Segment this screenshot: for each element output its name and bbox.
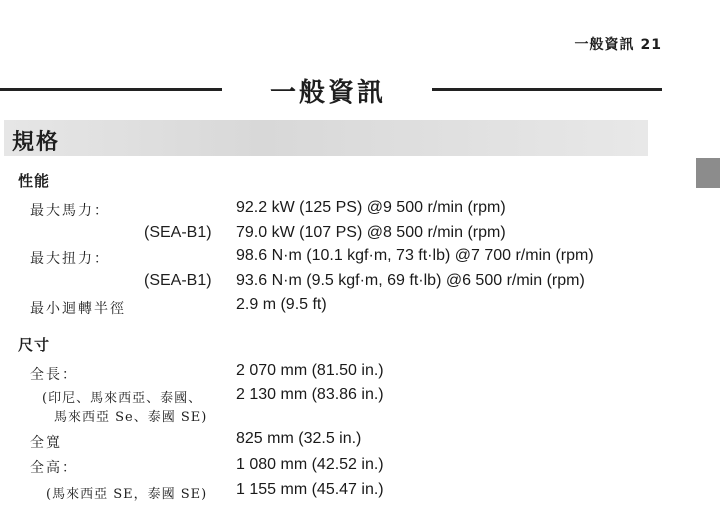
title-rule-left	[0, 88, 222, 91]
overall-height-label: 全高：	[30, 460, 78, 476]
max-torque-value: 98.6 N·m (10.1 kgf·m, 73 ft·lb) @7 700 r/min (rpm)	[236, 247, 594, 264]
turning-radius-label: 最小迴轉半徑	[30, 301, 126, 317]
max-torque-label: 最大扭力：	[30, 251, 110, 267]
max-torque-variant-value: 93.6 N·m (9.5 kgf·m, 69 ft·lb) @6 500 r/min (rpm)	[236, 272, 585, 289]
performance-heading: 性能	[18, 172, 51, 190]
page-number: 21	[640, 37, 662, 53]
max-power-value: 92.2 kW (125 PS) @9 500 r/min (rpm)	[236, 199, 506, 216]
title-rule-right	[432, 88, 662, 91]
chapter-side-tab	[696, 158, 720, 188]
section-band	[4, 120, 648, 156]
max-power-variant-value: 79.0 kW (107 PS) @8 500 r/min (rpm)	[236, 224, 506, 241]
overall-length-note-value: 2 130 mm (83.86 in.)	[236, 386, 384, 403]
chapter-title-row	[0, 70, 662, 110]
max-power-variant-label: (SEA-B1)	[144, 224, 212, 241]
max-torque-variant-label: (SEA-B1)	[144, 272, 212, 289]
overall-width-value: 825 mm (32.5 in.)	[236, 430, 362, 447]
overall-width-label: 全寬	[30, 435, 62, 451]
running-header-section: 一般資訊	[574, 37, 635, 53]
overall-height-note: (馬來西亞 SE，泰國 SE)	[46, 487, 208, 502]
overall-length-note-line2: 馬來西亞 Se、泰國 SE)	[54, 410, 208, 425]
chapter-title: 一般資訊	[269, 78, 386, 108]
overall-length-note-line1: (印尼、馬來西亞、泰國、	[42, 391, 203, 406]
overall-height-value: 1 080 mm (42.52 in.)	[236, 456, 384, 473]
overall-height-note-value: 1 155 mm (45.47 in.)	[236, 481, 384, 498]
max-power-label: 最大馬力：	[30, 203, 110, 219]
overall-length-value: 2 070 mm (81.50 in.)	[236, 362, 384, 379]
running-header	[575, 34, 662, 54]
dimensions-heading: 尺寸	[18, 336, 51, 354]
turning-radius-value: 2.9 m (9.5 ft)	[236, 296, 327, 313]
overall-length-label: 全長：	[30, 367, 78, 383]
section-title: 規格	[12, 130, 61, 155]
